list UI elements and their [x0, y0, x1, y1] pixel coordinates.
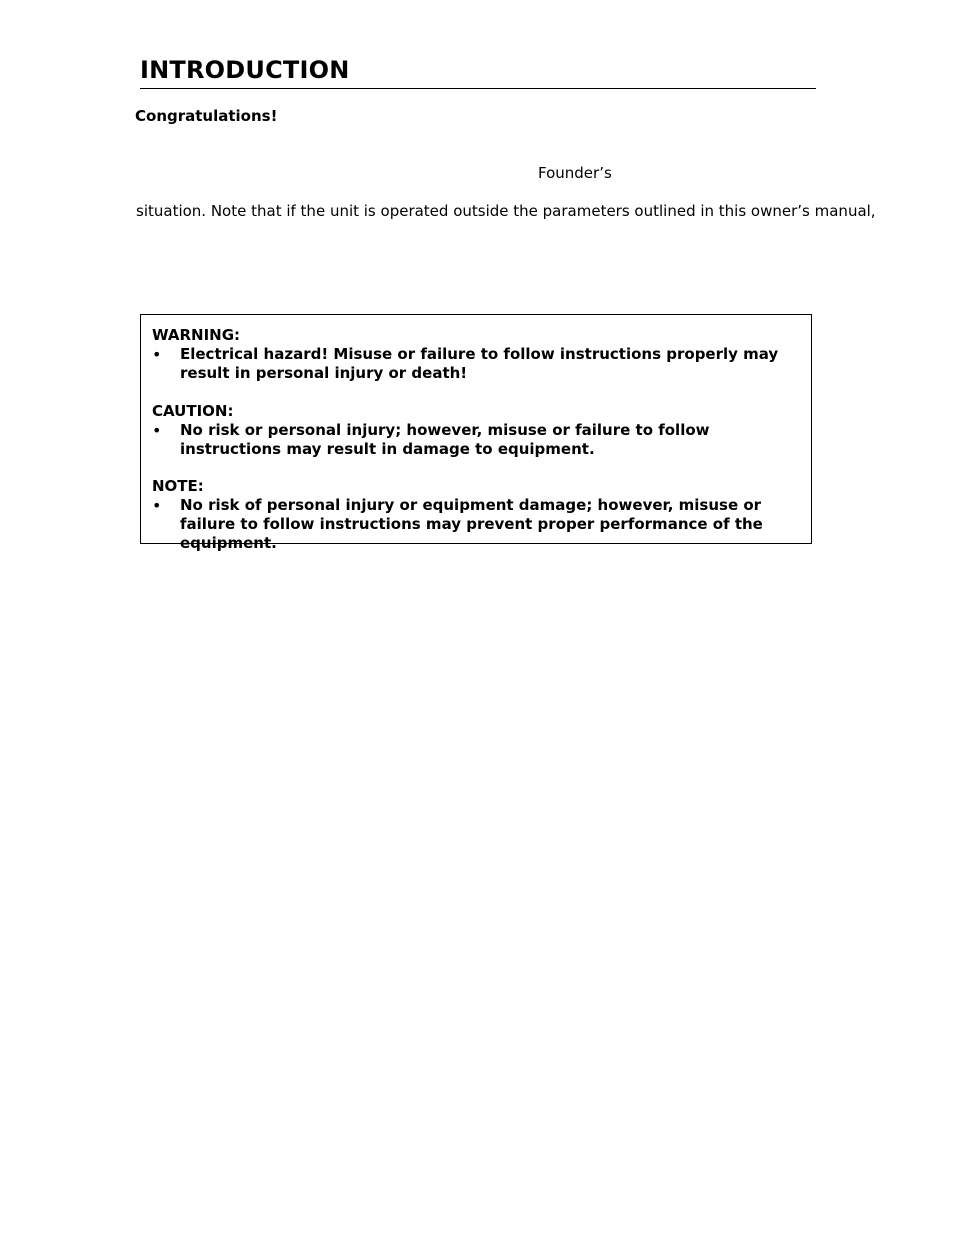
founders-fragment: Founder’s	[538, 164, 612, 182]
bullet-icon: •	[152, 496, 162, 515]
safety-notice-box	[140, 314, 812, 552]
note-text: No risk of personal injury or equipment damage; however, misuse or failure to follow instructions may prevent proper performance of the equipment.	[180, 496, 763, 552]
warning-text: Electrical hazard! Misuse or failure to follow instructions properly may result in personal injury or death!	[180, 345, 779, 382]
note-heading: NOTE:	[152, 477, 204, 495]
title-underline	[140, 88, 816, 89]
situation-paragraph: situation. Note that if the unit is operated outside the parameters outlined in this owner’s manual,	[136, 202, 876, 220]
warning-heading: WARNING:	[152, 326, 241, 344]
congratulations-text: Congratulations!	[135, 107, 278, 125]
caution-heading: CAUTION:	[152, 402, 234, 420]
caution-text: No risk or personal injury; however, misuse or failure to follow instructions may result in damage to equipment.	[180, 421, 710, 458]
page-title: INTRODUCTION	[140, 56, 350, 84]
bullet-icon: •	[152, 345, 162, 364]
bullet-icon: •	[152, 421, 162, 440]
